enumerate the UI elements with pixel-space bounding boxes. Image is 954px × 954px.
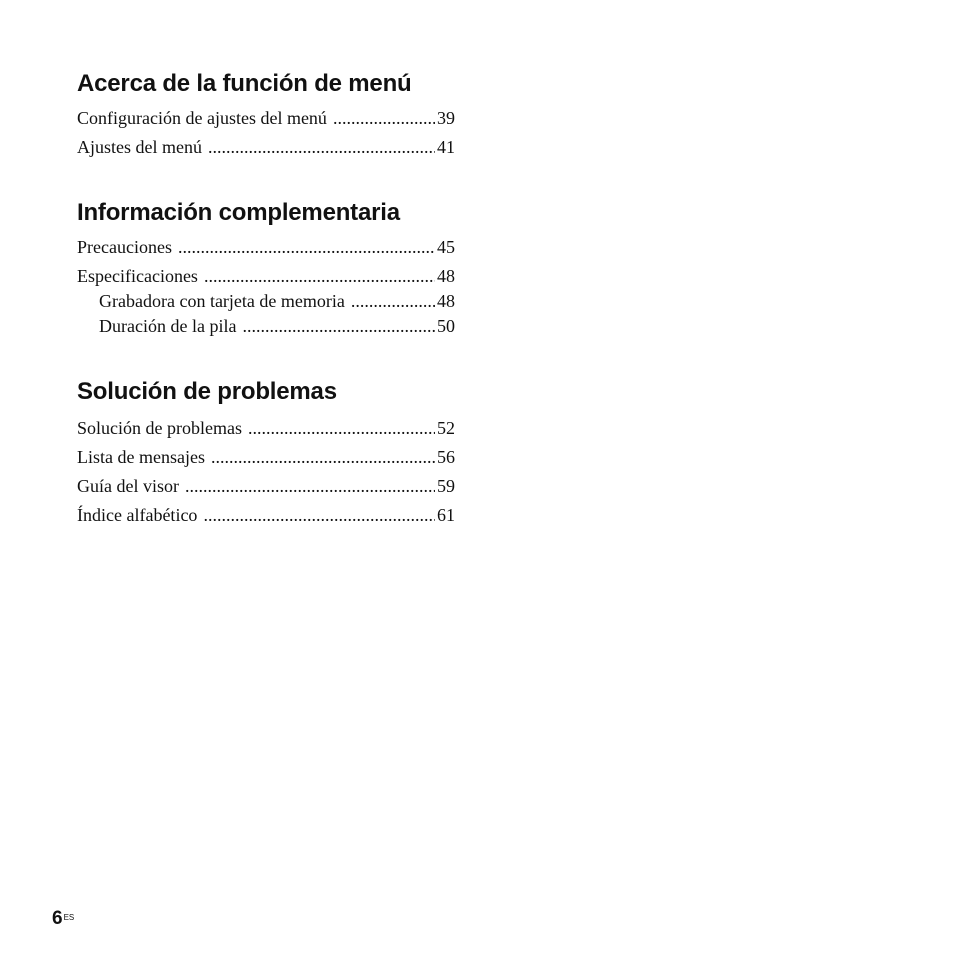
toc-leader-dots — [185, 475, 435, 497]
toc-entry-label: Ajustes del menú — [77, 137, 202, 157]
toc-entry[interactable] — [77, 265, 455, 287]
toc-entry-page: 59 — [437, 476, 455, 496]
toc-leader-dots — [204, 265, 435, 287]
toc-section-complementary — [77, 199, 455, 337]
page-number-value: 6 — [52, 908, 63, 929]
toc-leader-dots — [203, 504, 435, 526]
toc-entry-label: Guía del visor — [77, 476, 179, 496]
toc-entry-label: Duración de la pila — [99, 316, 237, 336]
toc-entry[interactable] — [77, 107, 455, 129]
toc-entry[interactable] — [77, 504, 455, 526]
toc-entry-label: Configuración de ajustes del menú — [77, 108, 327, 128]
language-code: ES — [63, 913, 75, 922]
toc-leader-dots — [333, 107, 435, 129]
toc-entry[interactable] — [77, 417, 455, 439]
toc-entry[interactable] — [77, 446, 455, 468]
toc-entry-page: 39 — [437, 108, 455, 128]
toc-section-troubleshooting — [77, 378, 455, 526]
toc-entry-label: Índice alfabético — [77, 505, 198, 525]
toc-list — [77, 107, 455, 158]
toc-leader-dots — [351, 290, 435, 312]
section-title: Solución de problemas — [77, 378, 337, 405]
toc-entry-page: 48 — [437, 291, 455, 311]
toc-entry-page: 45 — [437, 237, 455, 257]
toc-list — [77, 417, 455, 526]
toc-subentry[interactable] — [77, 290, 455, 312]
toc-leader-dots — [248, 417, 435, 439]
section-title: Acerca de la función de menú — [77, 70, 412, 97]
toc-subentry[interactable] — [77, 315, 455, 337]
toc-entry[interactable] — [77, 475, 455, 497]
toc-entry[interactable] — [77, 136, 455, 158]
toc-leader-dots — [178, 236, 435, 258]
toc-entry-label: Solución de problemas — [77, 418, 242, 438]
toc-entry-label: Grabadora con tarjeta de memoria — [99, 291, 345, 311]
toc-leader-dots — [208, 136, 435, 158]
toc-entry-page: 48 — [437, 266, 455, 286]
toc-section-menu — [77, 70, 455, 158]
toc-entry-label: Lista de mensajes — [77, 447, 205, 467]
toc-entry[interactable] — [77, 236, 455, 258]
toc-entry-page: 50 — [437, 316, 455, 336]
toc-leader-dots — [211, 446, 435, 468]
toc-list — [77, 236, 455, 337]
toc-entry-page: 56 — [437, 447, 455, 467]
toc-entry-page: 41 — [437, 137, 455, 157]
toc-leader-dots — [242, 315, 435, 337]
toc-entry-page: 52 — [437, 418, 455, 438]
toc-entry-page: 61 — [437, 505, 455, 525]
page-number — [52, 908, 74, 930]
section-title: Información complementaria — [77, 199, 400, 226]
toc-entry-label: Especificaciones — [77, 266, 198, 286]
toc-entry-label: Precauciones — [77, 237, 172, 257]
